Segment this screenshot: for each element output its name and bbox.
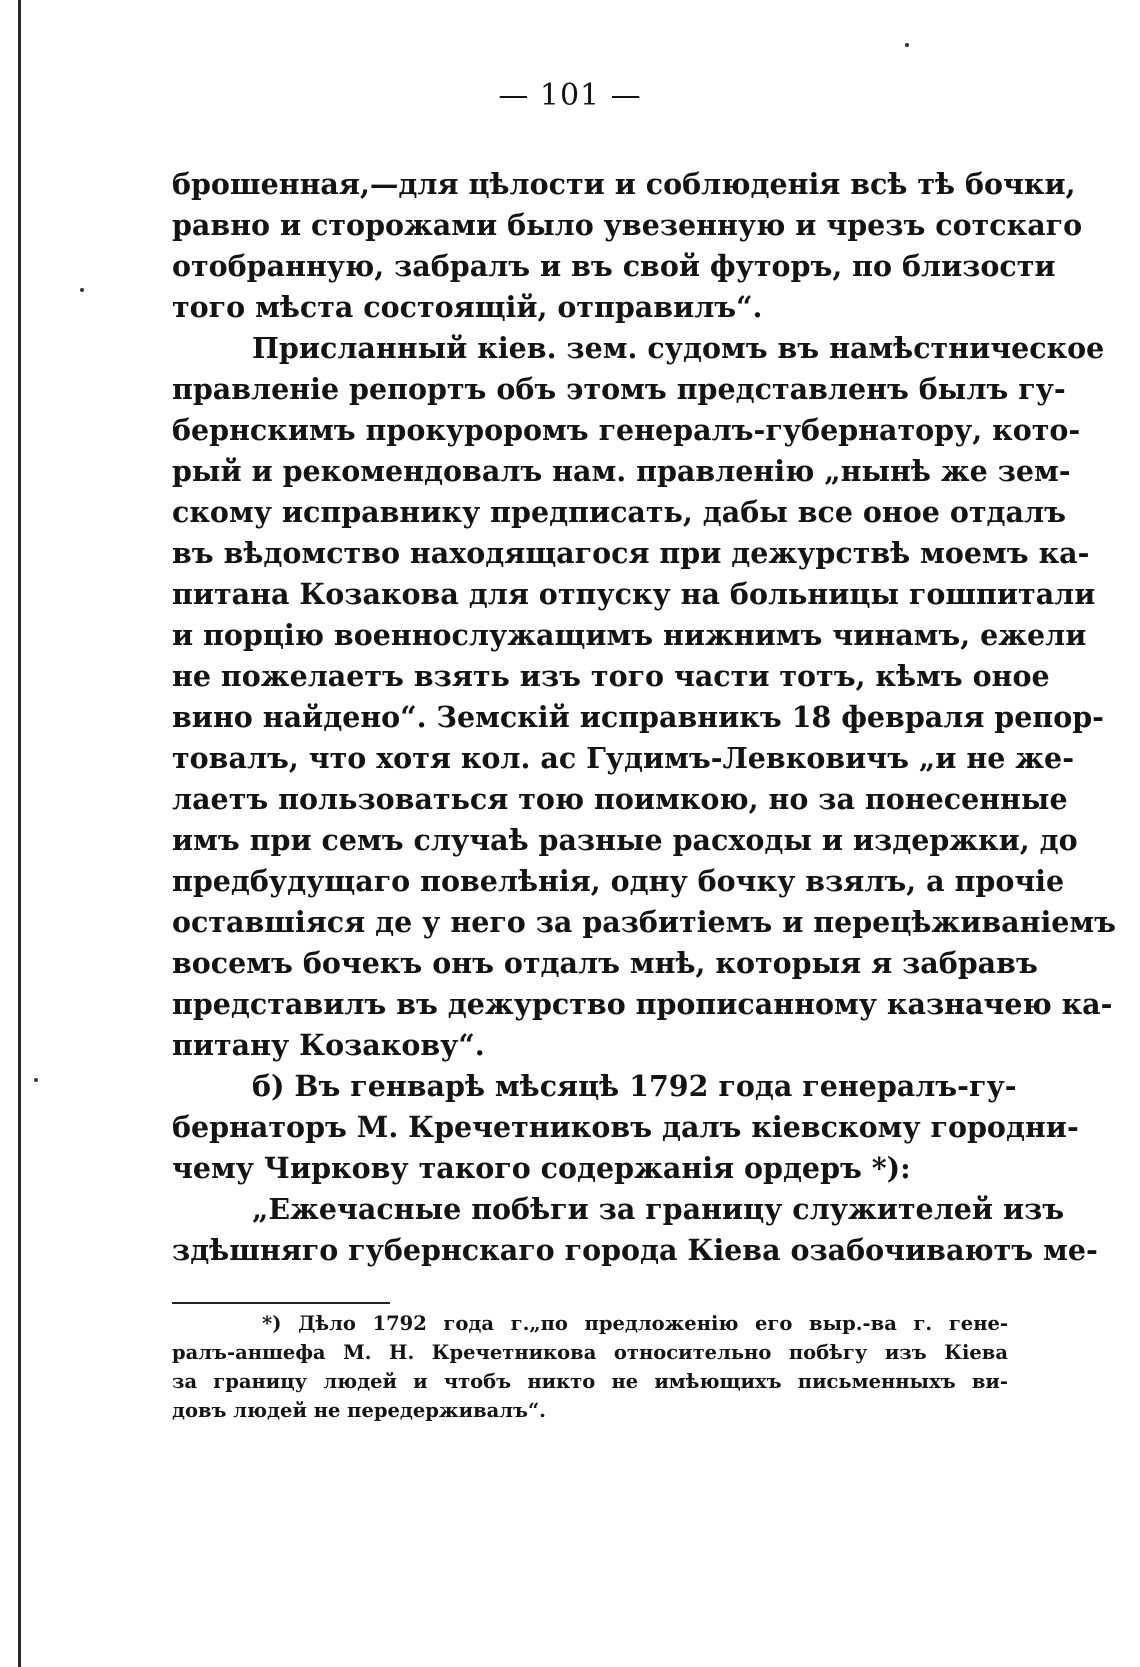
paper-speck <box>905 43 909 47</box>
text-line: равно и сторожами было увезенную и чрезъ сотскаго <box>172 208 1083 242</box>
text-line: здѣшняго губернскаго города Кіева озабочиваютъ ме- <box>172 1233 1098 1267</box>
footnote-line: ралъ-аншефа М. Н. Кречетникова относительно побѣгу изъ Кіева <box>172 1341 1008 1364</box>
text-line: питана Козакова для отпуску на больницы гошпитали <box>172 577 1096 611</box>
text-line: товалъ, что хотя кол. ас Гудимъ-Левковичъ „и не же- <box>172 741 1075 775</box>
paragraph-first-line: „Ежечасные побѣги за границу служителей изъ <box>252 1192 1065 1226</box>
text-line: имъ при семъ случаѣ разные расходы и издержки, до <box>172 823 1078 857</box>
text-line: скому исправнику предписать, дабы все оное отдалъ <box>172 495 1066 529</box>
text-line: въ вѣдомство находящагося при дежурствѣ моемъ ка- <box>172 536 1090 570</box>
text-line: не пожелаетъ взять изъ того части тотъ, кѣмъ оное <box>172 659 1050 693</box>
paper-speck <box>34 1078 38 1082</box>
text-line: представилъ въ дежурство прописанному казначею ка- <box>172 987 1113 1021</box>
page-number: — 101 — <box>498 78 642 113</box>
text-line: бернаторъ М. Кречетниковъ далъ кіевскому городни- <box>172 1110 1079 1144</box>
page-edge-line <box>18 0 21 1667</box>
paper-speck <box>80 288 84 292</box>
text-line: питану Козакову“. <box>172 1028 485 1062</box>
text-line: чему Чиркову такого содержанія ордеръ *): <box>172 1151 911 1185</box>
text-line: восемъ бочекъ онъ отдалъ мнѣ, которыя я забравъ <box>172 946 1038 980</box>
text-line: бернскимъ прокуроромъ генералъ-губернатору, кото- <box>172 413 1081 447</box>
text-line: оставшіяся де у него за разбитіемъ и перецѣживаніемъ <box>172 905 1117 939</box>
footnote-line: *) Дѣло 1792 года г.„по предложенію его выр.-ва г. гене- <box>262 1312 1008 1335</box>
text-line: лаетъ пользоваться тою поимкою, но за понесенные <box>172 782 1068 816</box>
text-line: предбудущаго повелѣнія, одну бочку взялъ, а прочіе <box>172 864 1065 898</box>
text-line: правленіе репортъ объ этомъ представленъ былъ гу- <box>172 372 1066 406</box>
paragraph-first-line: Присланный кіев. зем. судомъ въ намѣстническое <box>252 331 1105 365</box>
text-line: вино найдено“. Земскій исправникъ 18 февраля репор- <box>172 700 1104 734</box>
footnote-line: довъ людей не передерживалъ“. <box>172 1399 546 1422</box>
text-line: отобранную, забралъ и въ свой футоръ, по близости <box>172 249 1056 283</box>
text-line: и порцію военнослужащимъ нижнимъ чинамъ, ежели <box>172 618 1087 652</box>
paragraph-first-line: б) Въ генварѣ мѣсяцѣ 1792 года генералъ-гу- <box>252 1069 1017 1103</box>
text-line: рый и рекомендовалъ нам. правленію „нынѣ же зем- <box>172 454 1071 488</box>
text-line: того мѣста состоящій, отправилъ“. <box>172 290 763 324</box>
text-line: брошенная,—для цѣлости и соблюденія всѣ тѣ бочки, <box>172 167 1076 201</box>
footnote-line: за границу людей и чтобъ никто не имѣющихъ письменныхъ ви- <box>172 1370 1008 1393</box>
footnote-divider <box>172 1302 390 1304</box>
